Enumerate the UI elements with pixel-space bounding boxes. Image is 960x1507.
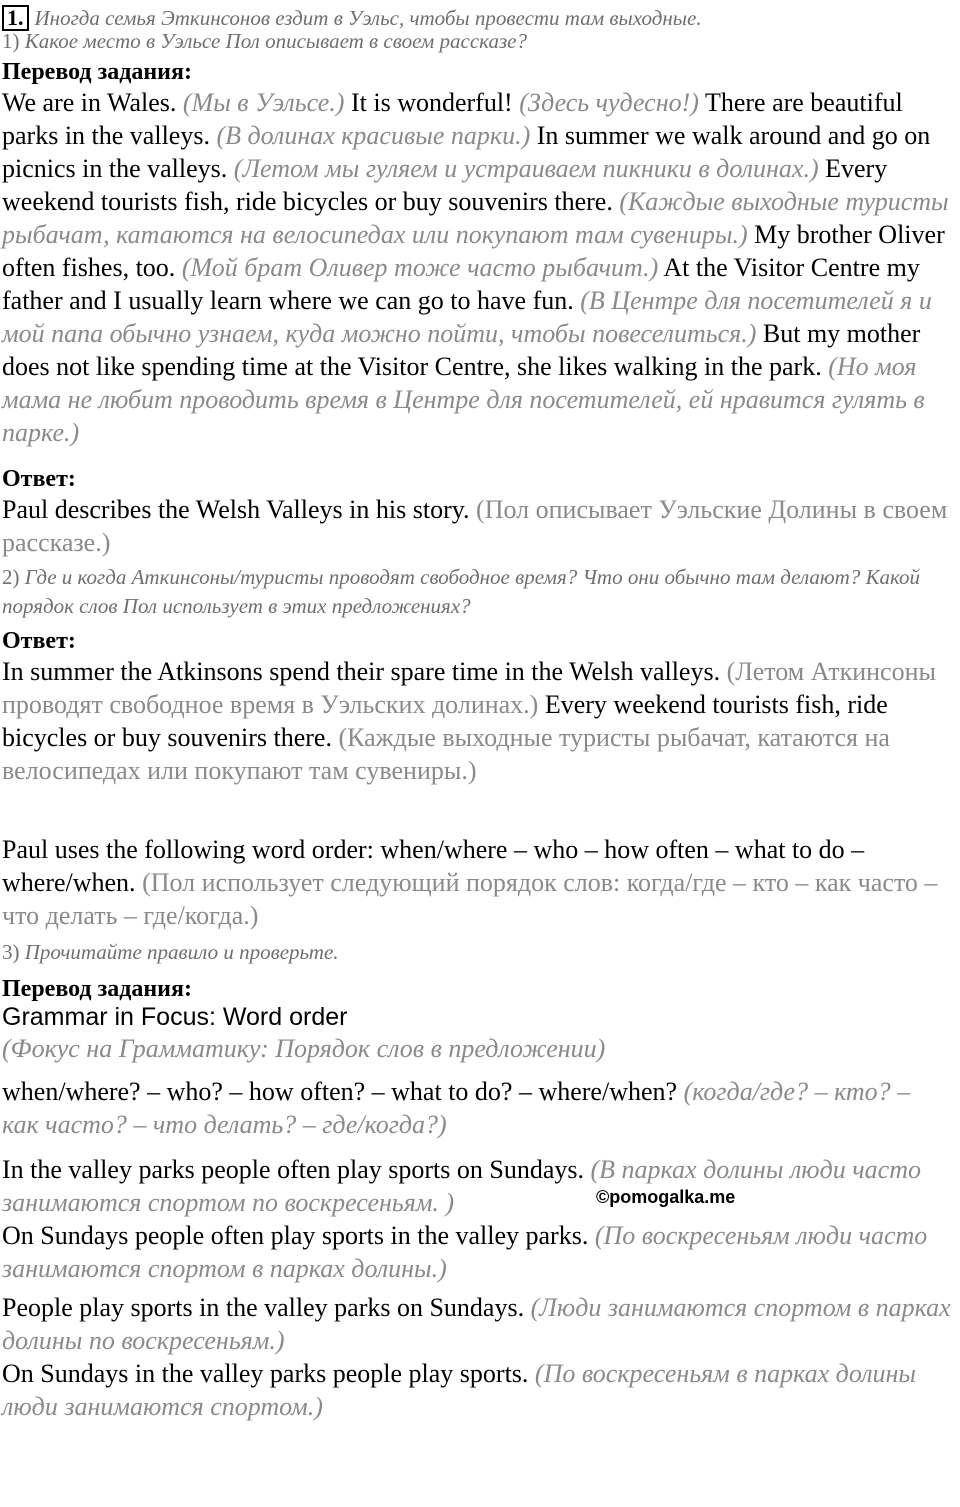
example-en: People play sports in the valley parks on Sundays. [2, 1293, 531, 1322]
story-en: At the Visitor Centre my father and I usually learn where we can go to have fun. [2, 253, 920, 315]
question-2 [2, 563, 957, 621]
answer-2-ru: (Летом Аткинсоны проводят свободное время в Уэльских долинах.) [2, 657, 936, 719]
question-1-number: 1) [2, 29, 20, 53]
story-ru: (В долинах красивые парки.) [216, 121, 531, 150]
word-order-rule [2, 1075, 932, 1141]
answer-2-en: In summer the Atkinsons spend their spare time in the Welsh valleys. [2, 657, 727, 686]
answer-2-ru: (Каждые выходные туристы рыбачат, катаются на велосипедах или покупают там сувениры.) [2, 723, 890, 785]
story-ru: (Здесь чудесно!) [519, 88, 699, 117]
example-ru: (По воскресеньям в парках долины люди занимаются спортом.) [2, 1359, 917, 1421]
rule-ru: (когда/где? – кто? – как часто? – что делать? – где/когда?) [2, 1077, 911, 1139]
question-2-number: 2) [2, 565, 20, 589]
word-order-ru: (Пол использует следующий порядок слов: когда/где – кто – как часто – что делать – где/когда.) [2, 868, 938, 930]
example-en: In the valley parks people often play sports on Sundays. [2, 1155, 591, 1184]
story-en: It is wonderful! [344, 88, 520, 117]
question-1 [2, 27, 957, 56]
example-ru: (Люди занимаются спортом в парках долины по воскресеньям.) [2, 1293, 951, 1355]
example-ru: (По воскресеньям люди часто занимаются спортом в парках долины.) [2, 1221, 928, 1283]
example-ru: (В парках долины люди часто занимаются спортом по воскресеньям. ) [2, 1155, 921, 1217]
story-ru: (Мой брат Оливер тоже часто рыбачит.) [181, 253, 659, 282]
story-paragraph [2, 86, 957, 449]
translation-label: Перевод задания: [2, 976, 192, 1002]
grammar-title: Grammar in Focus: Word order [2, 1003, 348, 1031]
example-3 [2, 1291, 957, 1357]
example-en: On Sundays in the valley parks people play sports. [2, 1359, 535, 1388]
question-3 [2, 938, 957, 967]
example-4 [2, 1357, 957, 1423]
story-ru: (Мы в Уэльсе.) [182, 88, 345, 117]
answer-2 [2, 655, 957, 787]
task-intro: Иногда семья Эткинсонов ездит в Уэльс, чтобы провести там выходные. [34, 6, 702, 30]
answer-2-en: Every weekend tourists fish, ride bicycles or buy souvenirs there. [2, 690, 888, 752]
rule-en: when/where? – who? – how often? – what to do? – where/when? [2, 1077, 684, 1106]
word-order-answer [2, 833, 957, 932]
question-3-text: Прочитайте правило и проверьте. [24, 940, 339, 964]
story-en: We are in Wales. [2, 88, 183, 117]
watermark: ©pomogalka.me [596, 1187, 736, 1207]
answer-1-en: Paul describes the Welsh Valleys in his story. [2, 495, 477, 524]
word-order-en: Paul uses the following word order: when/where – who – how often – what to do – where/when. [2, 835, 865, 897]
story-en: In summer we walk around and go on picnics in the valleys. [2, 121, 931, 183]
task-number: 1. [2, 5, 29, 31]
answer-label: Ответ: [2, 466, 76, 492]
story-en: There are beautiful parks in the valleys. [2, 88, 903, 150]
answer-label: Ответ: [2, 628, 76, 654]
answer-1-ru: (Пол описывает Уэльские Долины в своем рассказе.) [2, 495, 948, 557]
example-2 [2, 1219, 957, 1285]
document-page [2, 4, 957, 1423]
story-ru: (Каждые выходные туристы рыбачат, катаются на велосипедах или покупают там сувениры.) [2, 187, 949, 249]
story-en: My brother Oliver often fishes, too. [2, 220, 945, 282]
example-1 [2, 1153, 957, 1219]
story-ru: (Летом мы гуляем и устраиваем пикники в долинах.) [233, 154, 819, 183]
story-ru: (В Центре для посетителей я и мой папа обычно узнаем, куда можно пойти, чтобы повеселиться.) [2, 286, 932, 348]
question-3-number: 3) [2, 940, 20, 964]
grammar-title-ru: (Фокус на Грамматику: Порядок слов в предложении) [2, 1034, 606, 1063]
question-1-text: Какое место в Уэльсе Пол описывает в своем рассказе? [24, 29, 527, 53]
answer-1 [2, 493, 957, 559]
story-ru: (Но моя мама не любит проводить время в Центре для посетителей, ей нравится гулять в парке.) [2, 352, 925, 447]
question-2-text: Где и когда Аткинсоны/туристы проводят свободное время? Что они обычно там делают? Какой порядок слов Пол использует в этих предложениях? [2, 565, 921, 618]
translation-label: Перевод задания: [2, 59, 192, 85]
story-en: But my mother does not like spending time at the Visitor Centre, she likes walking in the park. [2, 319, 921, 381]
example-en: On Sundays people often play sports in the valley parks. [2, 1221, 595, 1250]
story-en: Every weekend tourists fish, ride bicycles or buy souvenirs there. [2, 154, 888, 216]
